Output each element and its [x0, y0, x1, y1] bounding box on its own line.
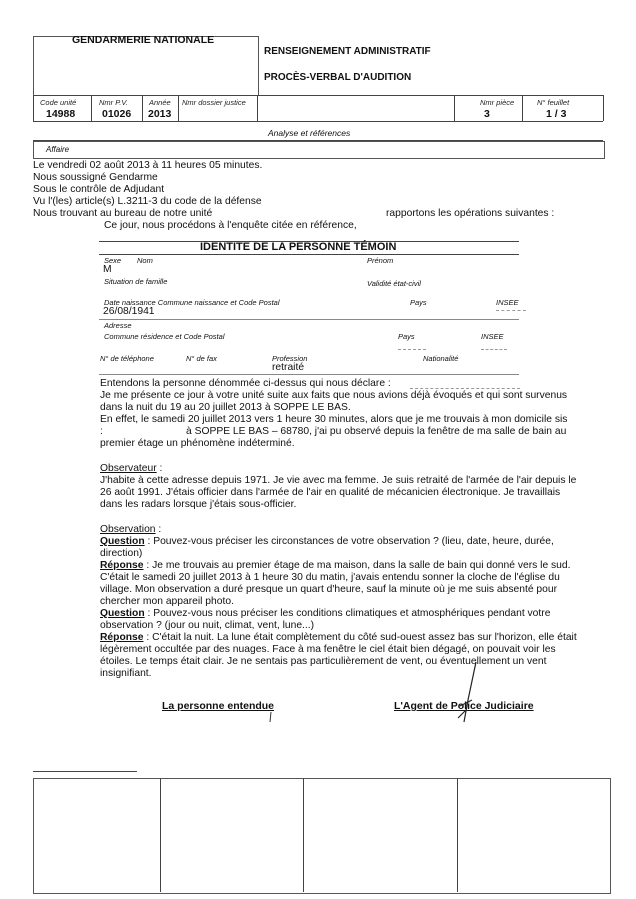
num-feuillet-label: N° feuillet	[537, 98, 570, 107]
observateur-heading-row	[100, 463, 162, 475]
insee-underline	[496, 310, 526, 311]
intro-line: Nous trouvant au bureau de notre unité	[33, 208, 213, 219]
reponse-2-line: légèrement occultée par des nuages. Face à ma fenêtre le ciel était bien dégagé, on pouvait voir les	[100, 644, 556, 655]
stamp-divider	[160, 778, 161, 892]
reponse-1-line: village. Mon observation a duré presque un quart d'heure, sauf la minute où je me suis absenté pour	[100, 584, 558, 595]
observateur-colon: :	[156, 463, 163, 474]
ref-divider	[91, 95, 92, 121]
insee2-label: INSEE	[481, 332, 504, 341]
rapportons-text: rapportons les opérations suivantes :	[386, 208, 555, 219]
validite-label: Validité état-civil	[367, 279, 421, 288]
observateur-line: dans les radars lorsque j'étais sous-officier.	[100, 499, 297, 510]
reponse-2-text: : C'était la nuit. La lune était complètement du côté sud-ouest assez bas sur l'horizon, elle était	[143, 632, 577, 643]
reponse-1-text: : Je me trouvais au premier étage de ma maison, dans la salle de bain qui donné vers le sud.	[143, 560, 571, 571]
unit-name: GENDARMERIE NATIONALE	[72, 34, 215, 46]
analyse-label: Analyse et références	[268, 128, 351, 138]
intro-line: Vu l'(les) article(s) L.3211-3 du code de la défense	[33, 196, 262, 207]
stamp-box	[33, 778, 611, 894]
observateur-heading: Observateur	[100, 463, 157, 474]
statement-p2-line: à SOPPE LE BAS – 68780, j'ai pu observé depuis la fenêtre de ma salle de bain au	[186, 426, 567, 437]
entendons-underline	[410, 388, 520, 389]
intro-line: Nous soussigné Gendarme	[33, 172, 158, 183]
question-1	[100, 536, 554, 548]
insee-label: INSEE	[496, 298, 519, 307]
stamp-divider	[303, 778, 304, 892]
profession-label: Profession	[272, 354, 308, 363]
prenom-label: Prénom	[367, 256, 394, 265]
num-feuillet-value: 1 / 3	[546, 108, 567, 120]
ref-divider	[603, 95, 604, 121]
nmr-piece-label: Nmr pièce	[480, 98, 515, 107]
sexe-label: Sexe	[104, 256, 122, 265]
date-naissance-line	[99, 319, 519, 320]
nationalite-label: Nationalité	[423, 354, 459, 363]
statement-p2-line: premier étage un phénomène indéterminé.	[100, 438, 295, 449]
reponse-1-line: C'était le samedi 20 juillet 2013 à 1 heure 30 du matin, j'avais entendu sonner la cloche de l'église du	[100, 572, 560, 583]
ce-jour-text: Ce jour, nous procédons à l'enquête citée en référence,	[104, 220, 357, 231]
ref-divider	[33, 95, 34, 121]
doc-subtype: PROCÈS-VERBAL D'AUDITION	[264, 72, 412, 83]
nmr-dossier-label: Nmr dossier justice	[182, 98, 246, 107]
question-2-cont: observation ? (jour ou nuit, climat, vent, lune...)	[100, 620, 315, 631]
question-1-label: Question	[100, 536, 145, 547]
observation-heading-row	[100, 524, 161, 536]
doc-type: RENSEIGNEMENT ADMINISTRATIF	[264, 46, 431, 57]
ref-divider	[178, 95, 179, 121]
sexe-value: M	[103, 264, 112, 275]
annee-label: Année	[149, 98, 171, 107]
ref-divider	[454, 95, 455, 121]
stamp-divider	[457, 778, 458, 892]
observation-colon: :	[155, 524, 162, 535]
ref-row-bottom-line	[33, 121, 603, 122]
ref-divider	[257, 95, 258, 121]
profession-value: retraité	[272, 362, 305, 373]
adresse-label: Adresse	[104, 321, 132, 330]
statement-p2-colon: :	[100, 426, 103, 437]
observation-heading: Observation	[100, 524, 156, 535]
pays2-label: Pays	[398, 332, 415, 341]
intro-line: Le vendredi 02 août 2013 à 11 heures 05 minutes.	[33, 160, 263, 171]
reponse-2-line: étoiles. Le temps était clair. Je ne sentais pas particulièrement de vent, ou éventuellement un vent	[100, 656, 547, 667]
reponse-2-line: insignifiant.	[100, 668, 152, 679]
code-unite-value: 14988	[46, 108, 76, 120]
pays2-underline	[398, 349, 426, 350]
observateur-line: 26 août 1991. J'étais officier dans l'armée de l'air en qualité de mécanicien électronique. Je travaillais	[100, 487, 561, 498]
question-1-cont: direction)	[100, 548, 143, 559]
commune-residence-label: Commune résidence et Code Postal	[104, 332, 225, 341]
signature-right-label: L'Agent de Police Judiciaire	[394, 700, 534, 712]
statement-p1-line: Je me présente ce jour à votre unité suite aux faits que nous avions déjà évoqués et qui sont survenus	[100, 390, 568, 401]
identity-bottom-line	[99, 374, 519, 375]
reponse-2	[100, 632, 577, 644]
insee2-underline	[481, 349, 507, 350]
nmr-pv-label: Nmr P.V.	[99, 98, 128, 107]
reponse-2-label: Réponse	[100, 632, 144, 643]
nmr-piece-value: 3	[484, 108, 490, 120]
situation-label: Situation de famille	[104, 277, 168, 286]
pays-label: Pays	[410, 298, 427, 307]
code-unite-label: Code unité	[40, 98, 77, 107]
ref-divider	[142, 95, 143, 121]
annee-value: 2013	[148, 108, 172, 120]
reponse-1-line: chercher mon appareil photo.	[100, 596, 234, 607]
observateur-line: J'habite à cette adresse depuis 1971. Je vie avec ma femme. Je suis retraité de l'armée de l'air depuis le	[100, 475, 577, 486]
ref-row-top-line	[33, 95, 603, 96]
tel-label: N° de téléphone	[100, 354, 154, 363]
ref-divider	[522, 95, 523, 121]
signature-tick	[266, 710, 276, 724]
signature-left-label: La personne entendue	[162, 700, 275, 712]
date-naissance-value: 26/08/1941	[103, 306, 155, 317]
signature-mark	[446, 660, 486, 730]
reponse-1-label: Réponse	[100, 560, 144, 571]
intro-line: Sous le contrôle de Adjudant	[33, 184, 165, 195]
nmr-pv-value: 01026	[102, 108, 132, 120]
reponse-1	[100, 560, 571, 572]
date-naissance-label: Date naissance Commune naissance et Code Postal	[104, 298, 280, 307]
question-1-text: : Pouvez-vous préciser les circonstances de votre observation ? (lieu, date, heure, durée,	[144, 536, 554, 547]
question-2-label: Question	[100, 608, 145, 619]
question-2-text: : Pouvez-vous nous préciser les conditions climatiques et atmosphériques pendant votre	[144, 608, 551, 619]
nom-label: Nom	[137, 256, 153, 265]
affaire-label: Affaire	[46, 145, 70, 154]
affaire-box	[33, 141, 605, 159]
statement-p1-line: dans la nuit du 19 au 20 juillet 2013 à SOPPE LE BAS.	[100, 402, 351, 413]
identity-title: IDENTITE DE LA PERSONNE TÉMOIN	[200, 241, 397, 253]
fax-label: N° de fax	[186, 354, 217, 363]
identity-title-line	[99, 254, 519, 255]
question-2	[100, 608, 550, 620]
stamp-separator	[33, 771, 137, 772]
entendons-text: Entendons la personne dénommée ci-dessus qui nous déclare :	[100, 378, 391, 389]
statement-p2-line: En effet, le samedi 20 juillet 2013 vers 1 heure 30 minutes, alors que je me trouvais à mon domicile sis	[100, 414, 568, 425]
